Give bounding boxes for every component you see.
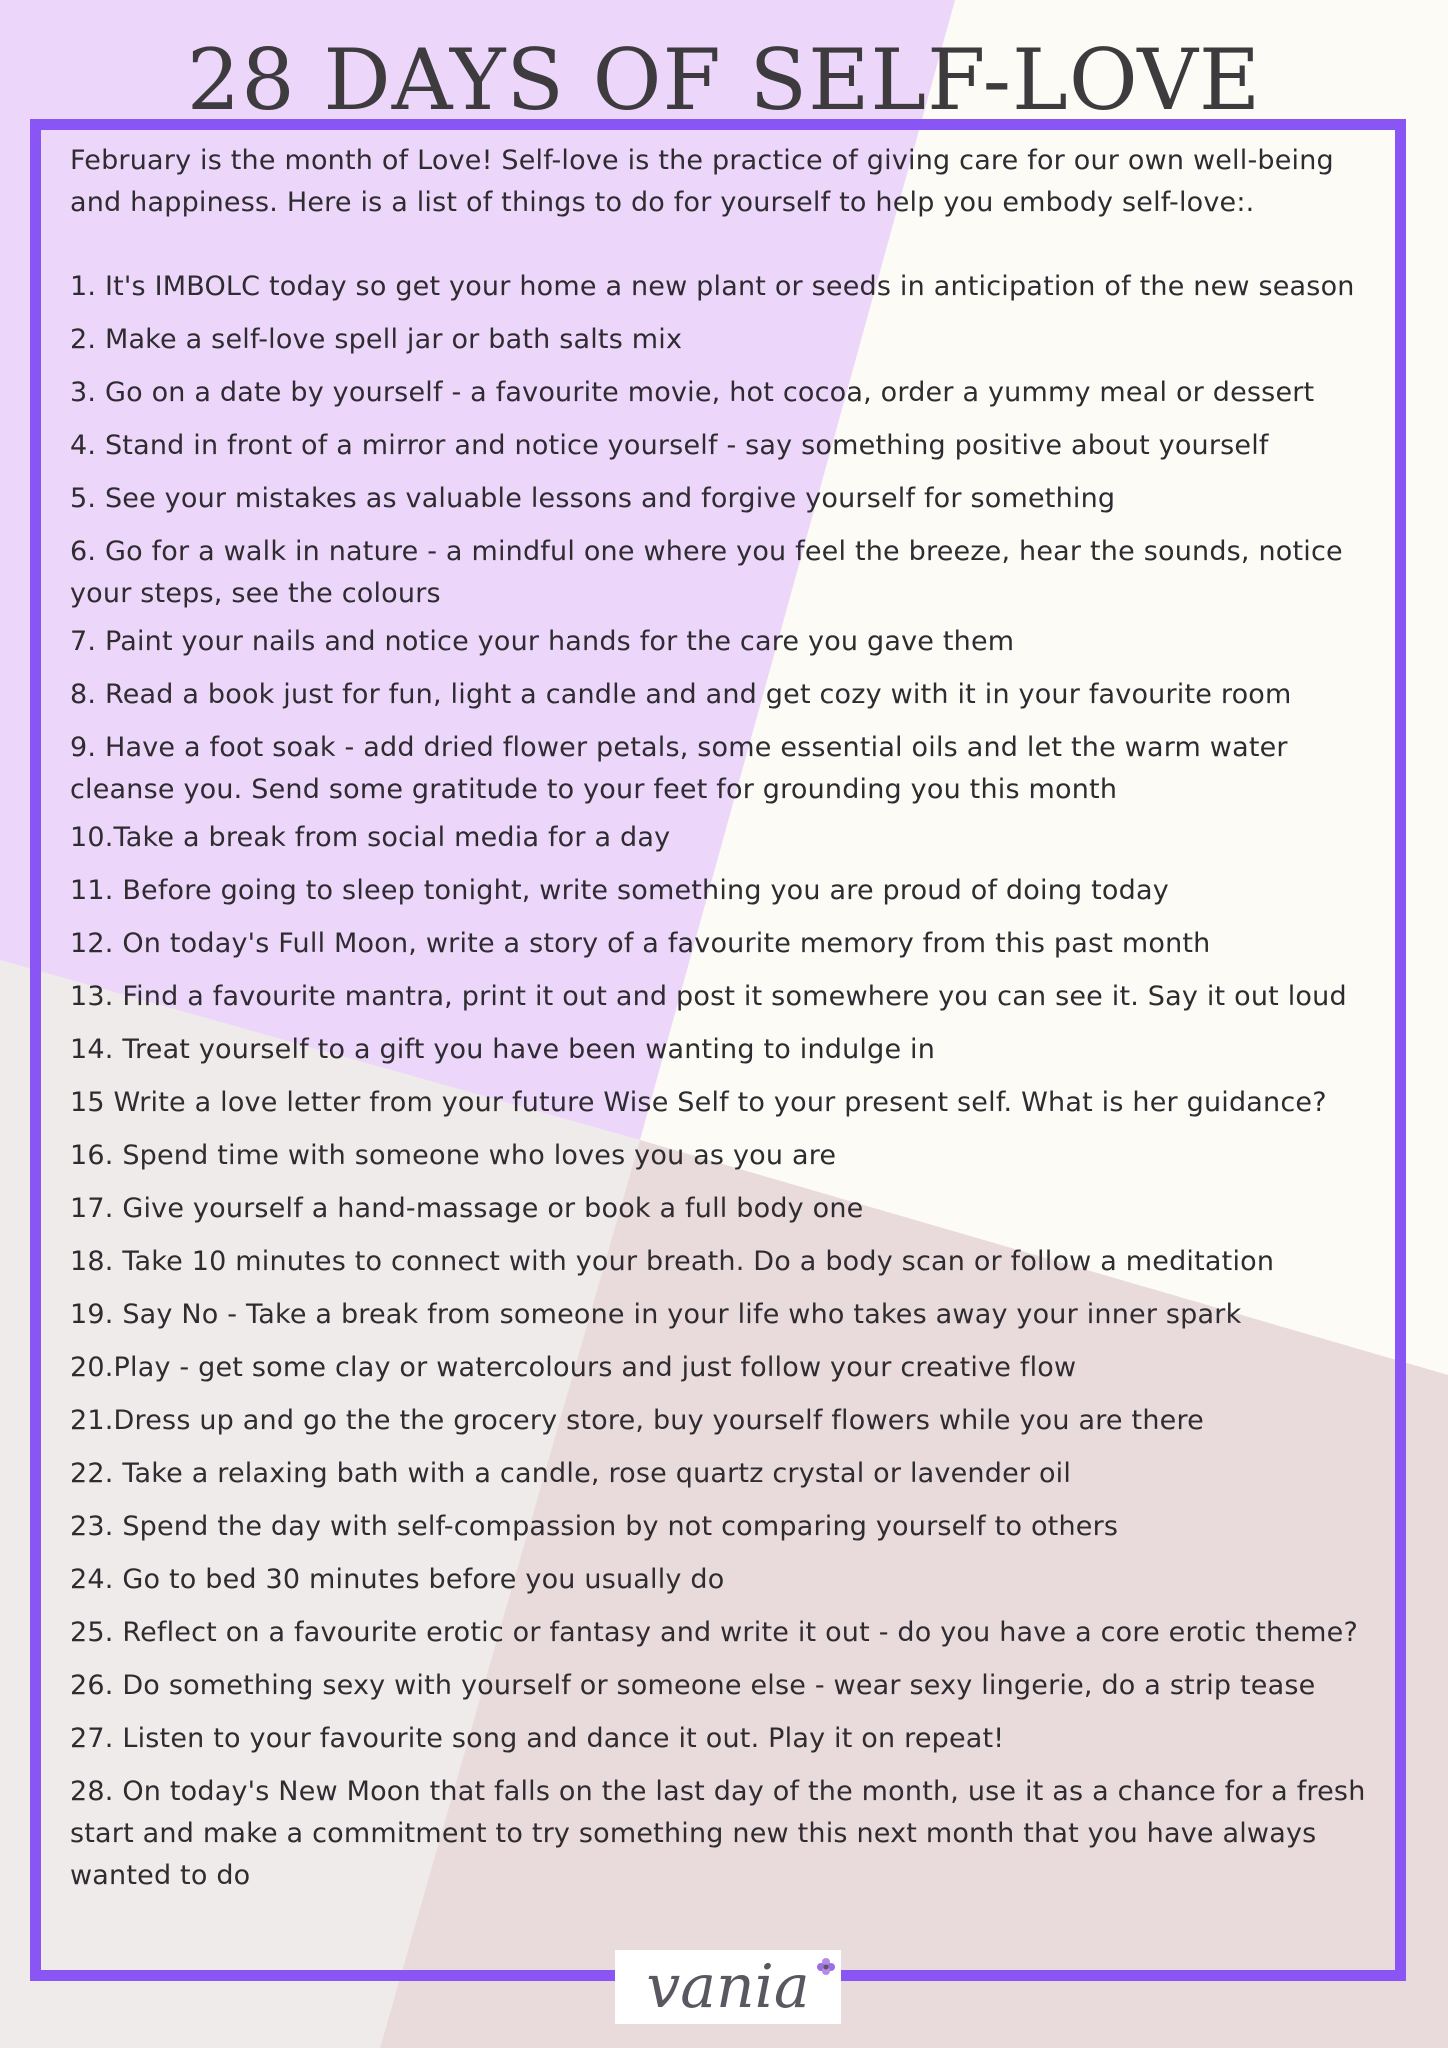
list-item: 28. On today's New Moon that falls on the last day of the month, use it as a chance for a fresh start and make a commitment to try something new this next month that you have always wanted to do: [70, 1776, 1366, 1891]
list-item: 14. Treat yourself to a gift you have been wanting to indulge in: [70, 1034, 936, 1065]
list-item: 7. Paint your nails and notice your hands for the care you gave them: [70, 626, 1015, 657]
list-item: 27. Listen to your favourite song and dance it out. Play it on repeat!: [70, 1723, 1005, 1754]
list-item: 20.Play - get some clay or watercolours and just follow your creative flow: [70, 1352, 1077, 1383]
list-item: 23. Spend the day with self-compassion by not comparing yourself to others: [70, 1511, 1119, 1542]
brand-logo: [615, 1950, 841, 2024]
list-item: 25. Reflect on a favourite erotic or fantasy and write it out - do you have a core erotic theme?: [70, 1617, 1358, 1648]
list-item: 18. Take 10 minutes to connect with your breath. Do a body scan or follow a meditation: [70, 1246, 1275, 1277]
list-item: 15 Write a love letter from your future Wise Self to your present self. What is her guidance?: [70, 1087, 1327, 1118]
list-item: 10.Take a break from social media for a day: [70, 822, 671, 853]
list-item: 3. Go on a date by yourself - a favourite movie, hot cocoa, order a yummy meal or dessert: [70, 377, 1315, 408]
list-item: 21.Dress up and go the the grocery store, buy yourself flowers while you are there: [70, 1405, 1204, 1436]
list-item: 8. Read a book just for fun, light a candle and and get cozy with it in your favourite room: [70, 679, 1292, 710]
list-item: 19. Say No - Take a break from someone in your life who takes away your inner spark: [70, 1299, 1242, 1330]
content-body: [70, 140, 1380, 1903]
list-item: 1. It's IMBOLC today so get your home a new plant or seeds in anticipation of the new season: [70, 271, 1355, 302]
intro-paragraph: February is the month of Love! Self-love is the practice of giving care for our own well-being and happiness. Here is a list of things to do for yourself to help you embody self-love:.: [70, 145, 1334, 218]
flower-icon: [815, 1956, 837, 1978]
list-item: 11. Before going to sleep tonight, write something you are proud of doing today: [70, 875, 1169, 906]
list-item: 9. Have a foot soak - add dried flower petals, some essential oils and let the warm water cleanse you. Send some gratitude to your feet for grounding you this month: [70, 732, 1288, 805]
list-item: 17. Give yourself a hand-massage or book a full body one: [70, 1193, 864, 1224]
list-item: 22. Take a relaxing bath with a candle, rose quartz crystal or lavender oil: [70, 1458, 1072, 1489]
self-love-list: [70, 266, 1380, 1897]
logo-text: vania: [646, 1952, 810, 2022]
list-item: 13. Find a favourite mantra, print it out and post it somewhere you can see it. Say it out loud: [70, 981, 1347, 1012]
list-item: 16. Spend time with someone who loves you as you are: [70, 1140, 837, 1171]
list-item: 4. Stand in front of a mirror and notice yourself - say something positive about yourself: [70, 430, 1269, 461]
list-item: 12. On today's Full Moon, write a story of a favourite memory from this past month: [70, 928, 1211, 959]
page-title: 28 DAYS OF SELF-LOVE: [186, 31, 1262, 129]
list-item: 24. Go to bed 30 minutes before you usually do: [70, 1564, 725, 1595]
list-item: 2. Make a self-love spell jar or bath salts mix: [70, 324, 683, 355]
list-item: 26. Do something sexy with yourself or someone else - wear sexy lingerie, do a strip tease: [70, 1670, 1316, 1701]
list-item: 6. Go for a walk in nature - a mindful one where you feel the breeze, hear the sounds, notice your steps, see the colours: [70, 536, 1343, 609]
list-item: 5. See your mistakes as valuable lessons and forgive yourself for something: [70, 483, 1116, 514]
